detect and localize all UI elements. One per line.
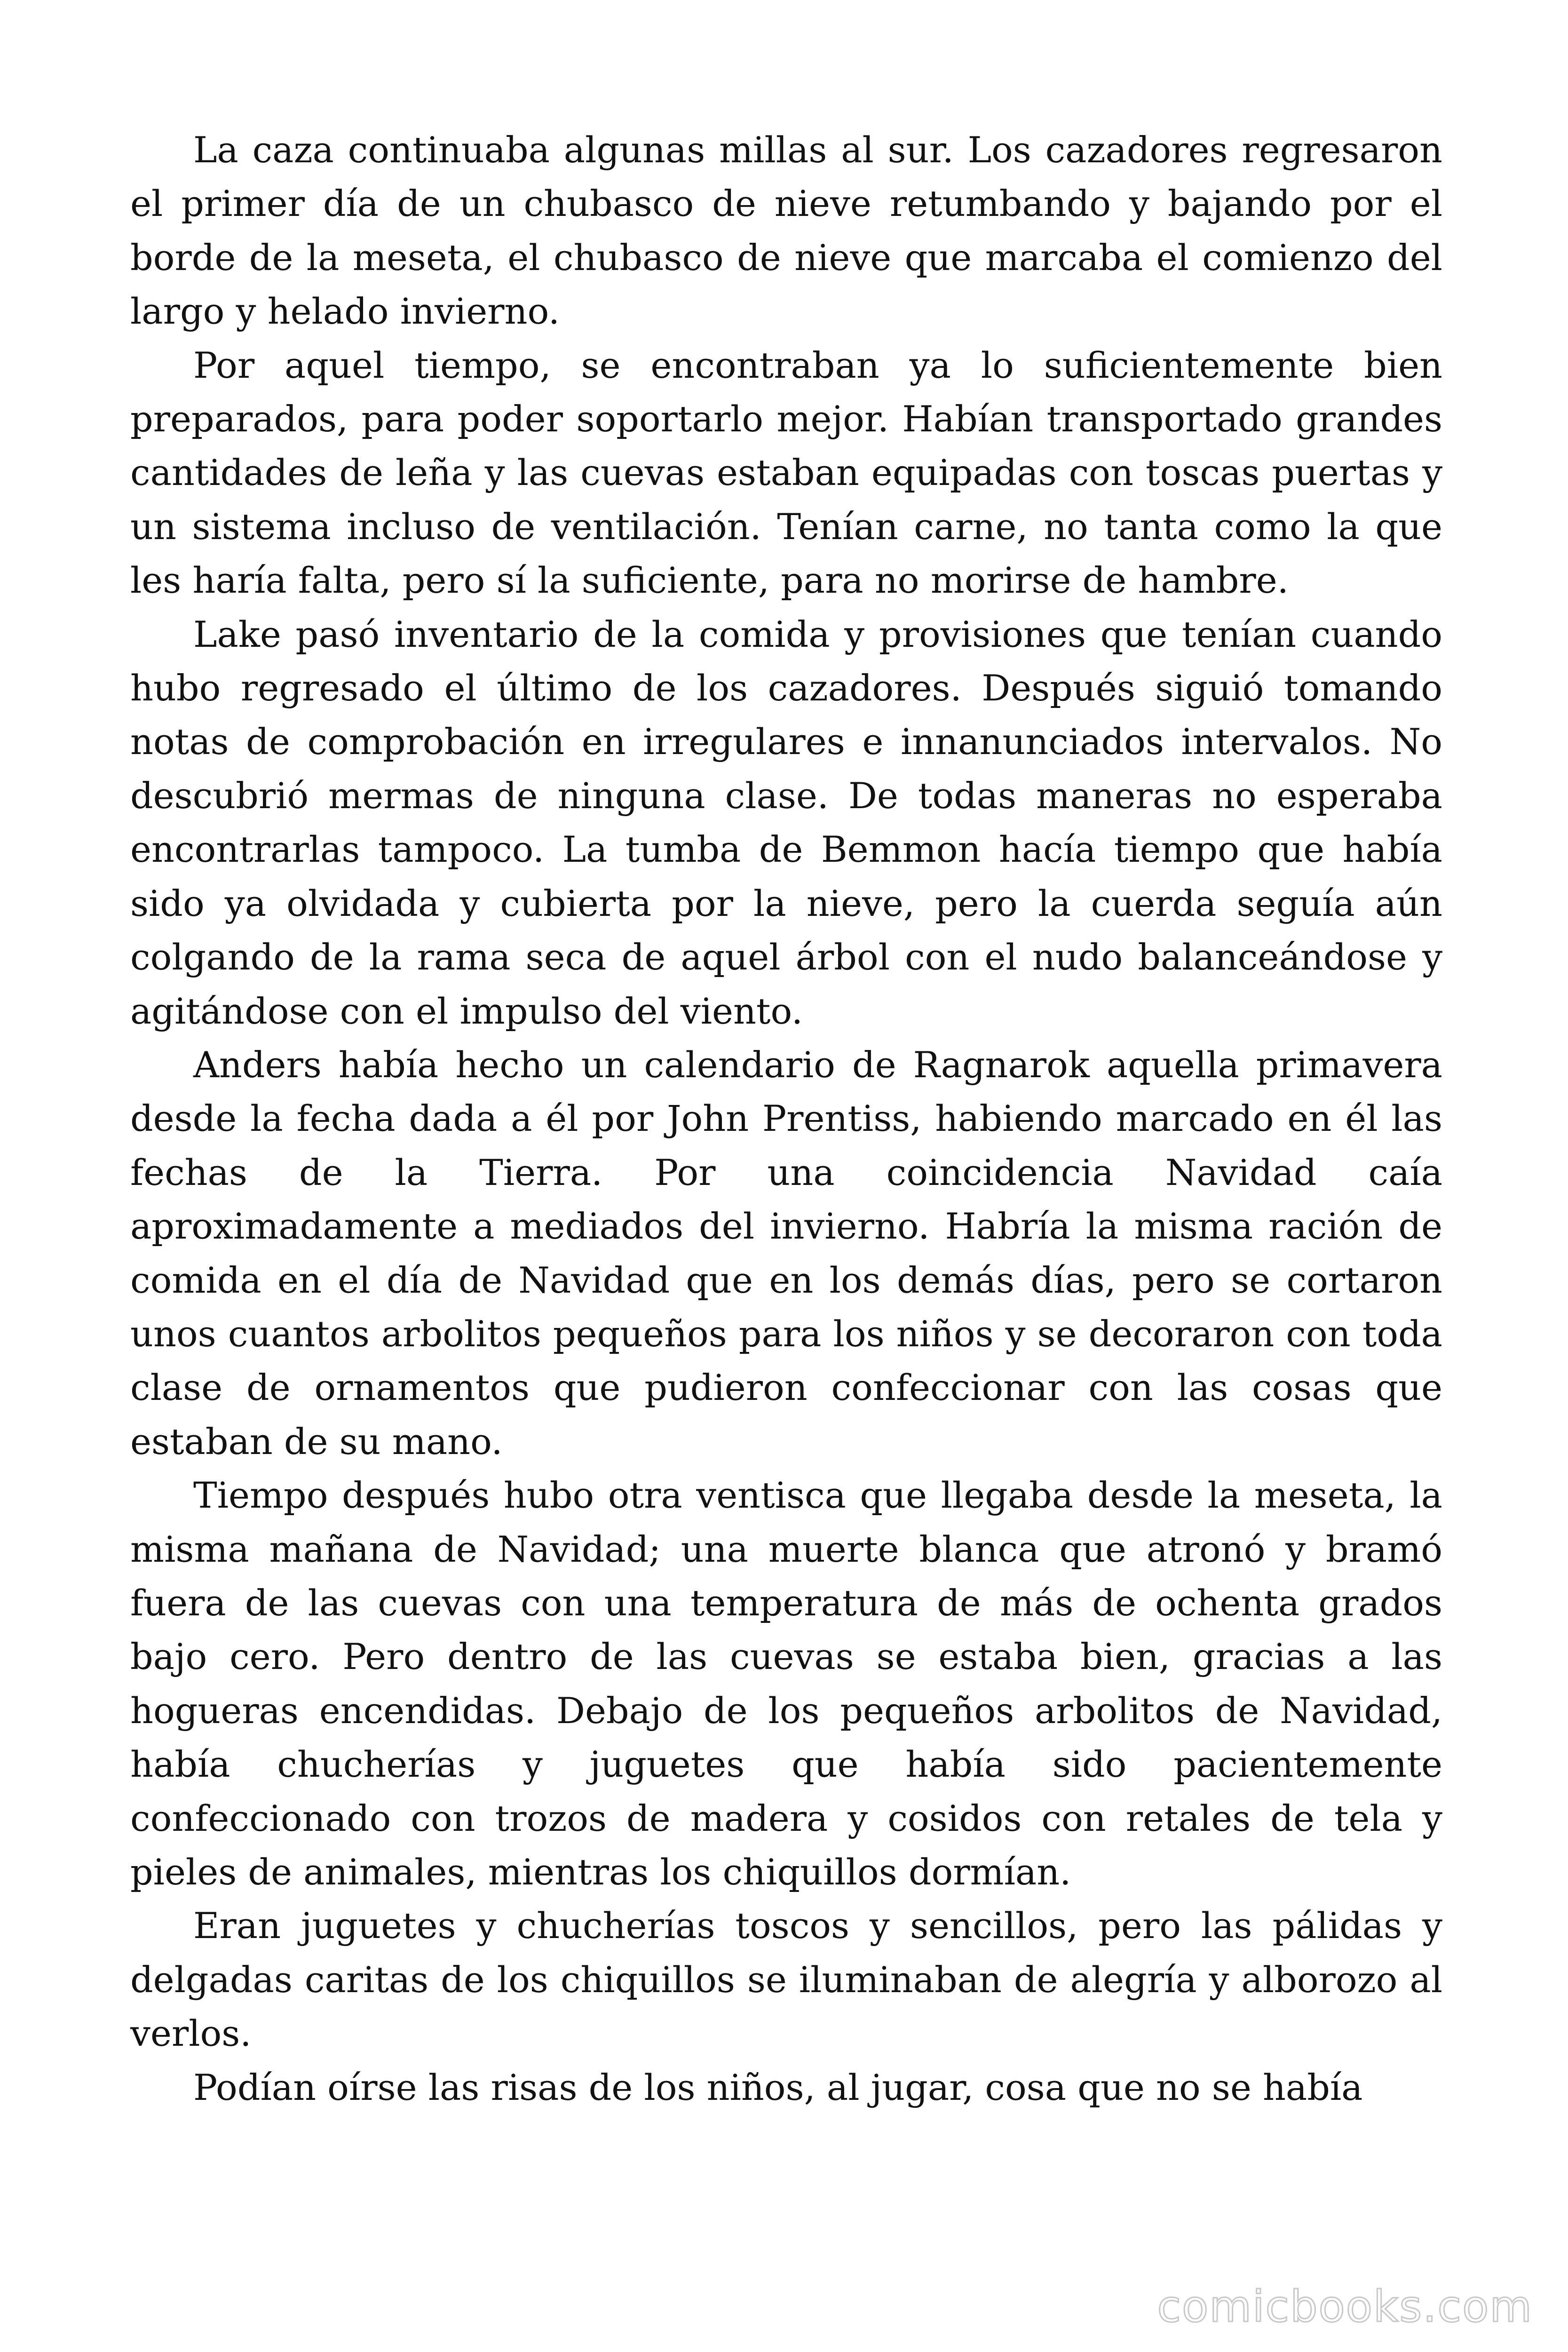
watermark: comicbooks.com <box>1157 2281 1533 2332</box>
page-body <box>130 123 1442 2114</box>
paragraph-3: Lake pasó inventario de la comida y provisiones que tenían cuando hubo regresado el último de los cazadores. Después siguió tomando notas de comprobación en irregulares e innanunciados intervalos. No descubrió mermas de ninguna clase. De todas maneras no esperaba encontrarlas tampoco. La tumba de Bemmon hacía tiempo que había sido ya olvidada y cubierta por la nieve, pero la cuerda seguía aún colgando de la rama seca de aquel árbol con el nudo balanceándose y agitándose con el impulso del viento. <box>130 613 1442 1032</box>
paragraph-5: Tiempo después hubo otra ventisca que llegaba desde la meseta, la misma mañana de Navidad; una muerte blanca que atronó y bramó fuera de las cuevas con una temperatura de más de ochenta grados bajo cero. Pero dentro de las cuevas se estaba bien, gracias a las hogueras encendidas. Debajo de los pequeños arbolitos de Navidad, había chucherías y juguetes que había sido pacientemente confeccionado con trozos de madera y cosidos con retales de tela y pieles de animales, mientras los chiquillos dormían. <box>130 1474 1442 1893</box>
paragraph-1: La caza continuaba algunas millas al sur. Los cazadores regresaron el primer día de un chubasco de nieve retumbando y bajando por el borde de la meseta, el chubasco de nieve que marcaba el comienzo del largo y helado invierno. <box>130 129 1442 333</box>
paragraph-7: Podían oírse las risas de los niños, al jugar, cosa que no se había <box>193 2066 1363 2108</box>
paragraph-2: Por aquel tiempo, se encontraban ya lo suficientemente bien preparados, para poder soportarlo mejor. Habían transportado grandes cantidades de leña y las cuevas estaban equipadas con toscas puertas y un sistema incluso de ventilación. Tenían carne, no tanta como la que les haría falta, pero sí la suficiente, para no morirse de hambre. <box>130 344 1442 602</box>
paragraph-4: Anders había hecho un calendario de Ragnarok aquella primavera desde la fecha dada a él por John Prentiss, habiendo marcado en él las fechas de la Tierra. Por una coincidencia Navidad caía aproximadamente a mediados del invierno. Habría la misma ración de comida en el día de Navidad que en los demás días, pero se cortaron unos cuantos arbolitos pequeños para los niños y se decoraron con toda clase de ornamentos que pudieron confeccionar con las cosas que estaban de su mano. <box>130 1043 1442 1462</box>
paragraph-6: Eran juguetes y chucherías toscos y sencillos, pero las pálidas y delgadas caritas de los chiquillos se iluminaban de alegría y alborozo al verlos. <box>130 1905 1442 2055</box>
